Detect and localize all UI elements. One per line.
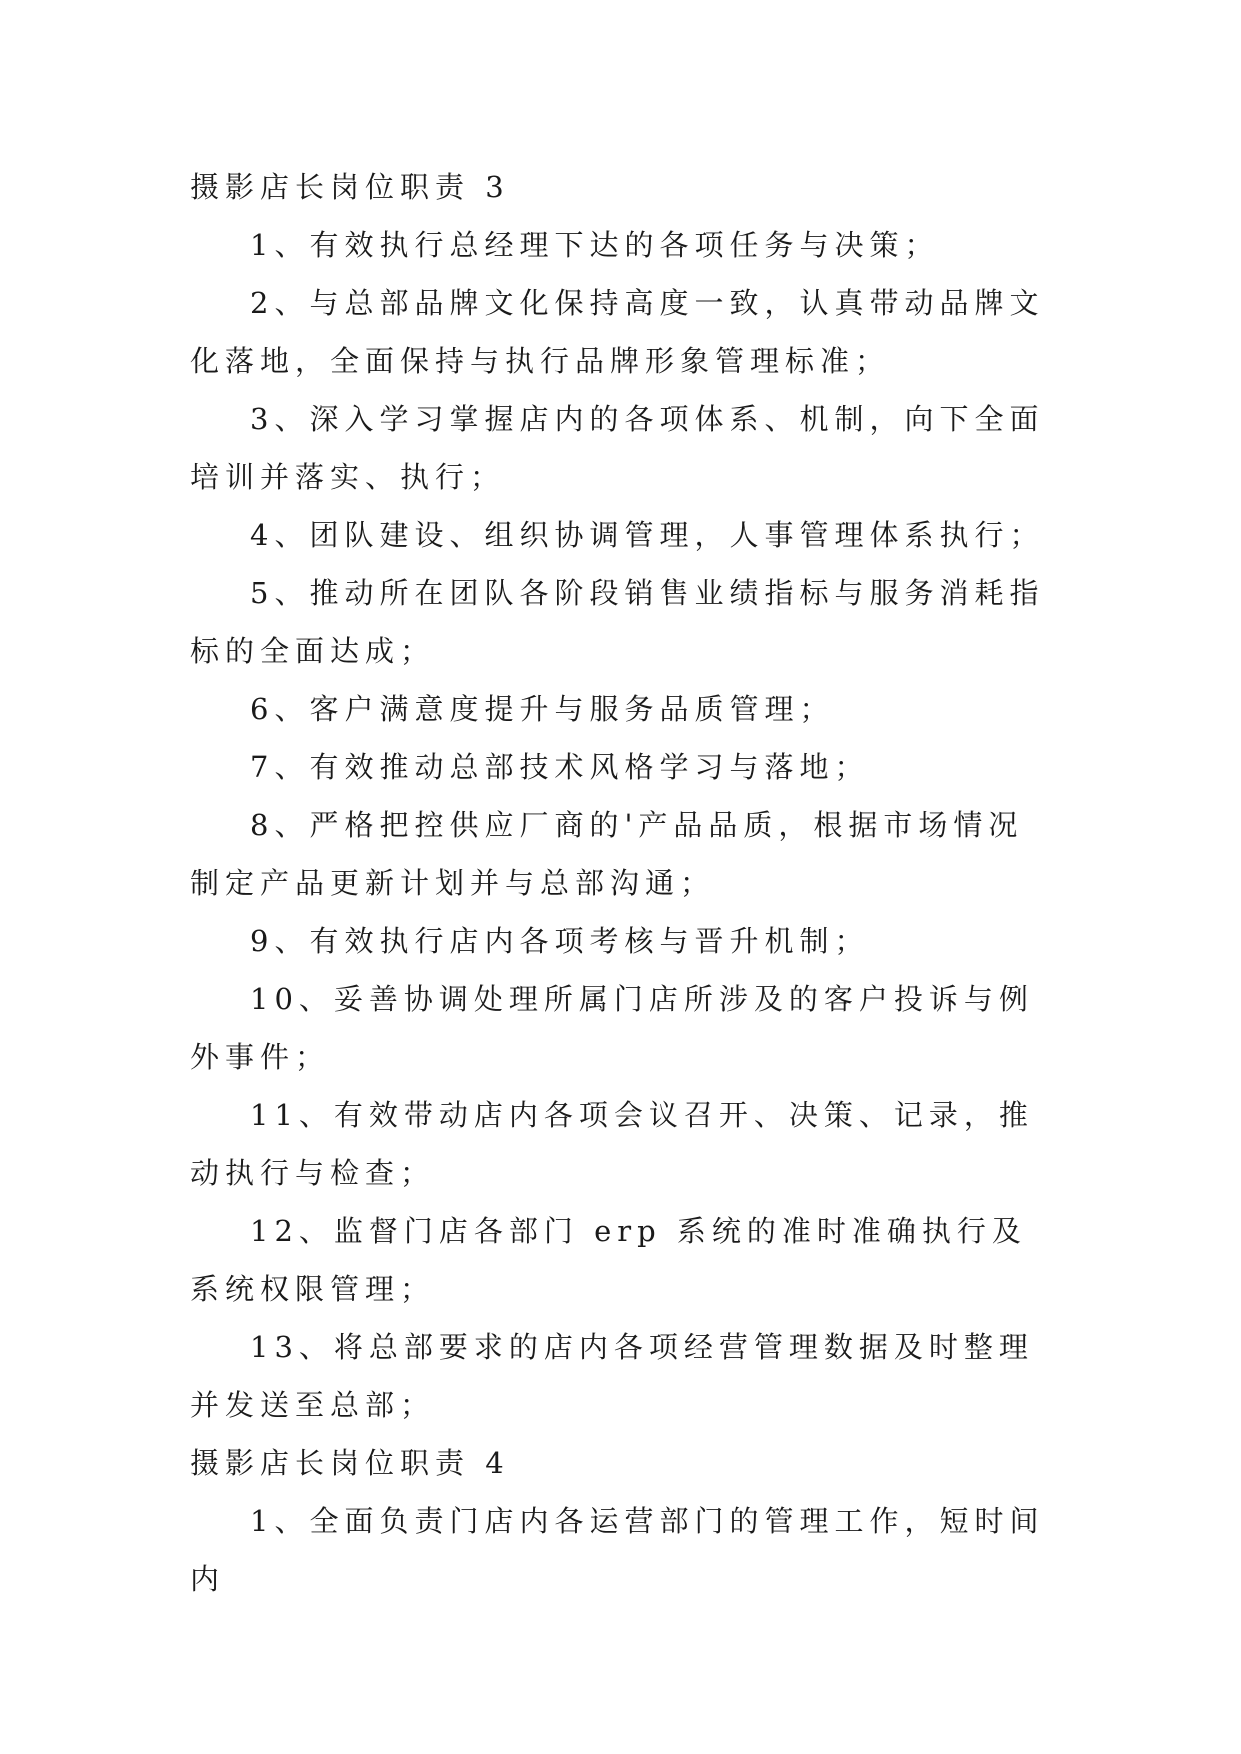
duty-item: 1、全面负责门店内各运营部门的管理工作，短时间内 xyxy=(190,1504,1045,1596)
duty-item: 12、监督门店各部门 erp 系统的准时准确执行及系统权限管理； xyxy=(190,1214,1027,1306)
duty-item: 11、有效带动店内各项会议召开、决策、记录，推动执行与检查； xyxy=(190,1098,1034,1190)
duty-item: 5、推动所在团队各阶段销售业绩指标与服务消耗指标的全面达成； xyxy=(190,576,1045,668)
duty-item: 9、有效执行店内各项考核与晋升机制； xyxy=(250,924,870,958)
duty-item: 6、客户满意度提升与服务品质管理； xyxy=(250,692,835,726)
section-title: 摄影店长岗位职责 3 xyxy=(190,170,510,204)
duty-item: 8、严格把控供应厂商的'产品品质，根据市场情况制定产品更新计划并与总部沟通； xyxy=(190,808,1024,900)
duty-item: 7、有效推动总部技术风格学习与落地； xyxy=(250,750,870,784)
duty-item: 3、深入学习掌握店内的各项体系、机制，向下全面培训并落实、执行； xyxy=(190,402,1045,494)
document-body xyxy=(190,158,1050,1608)
duty-item: 2、与总部品牌文化保持高度一致，认真带动品牌文化落地，全面保持与执行品牌形象管理标准； xyxy=(190,286,1045,378)
duty-item: 10、妥善协调处理所属门店所涉及的客户投诉与例外事件； xyxy=(190,982,1034,1074)
duty-item: 1、有效执行总经理下达的各项任务与决策； xyxy=(250,228,940,262)
duty-item: 13、将总部要求的店内各项经营管理数据及时整理并发送至总部； xyxy=(190,1330,1034,1422)
duty-item: 4、团队建设、组织协调管理，人事管理体系执行； xyxy=(250,518,1045,552)
section-title: 摄影店长岗位职责 4 xyxy=(190,1446,510,1480)
